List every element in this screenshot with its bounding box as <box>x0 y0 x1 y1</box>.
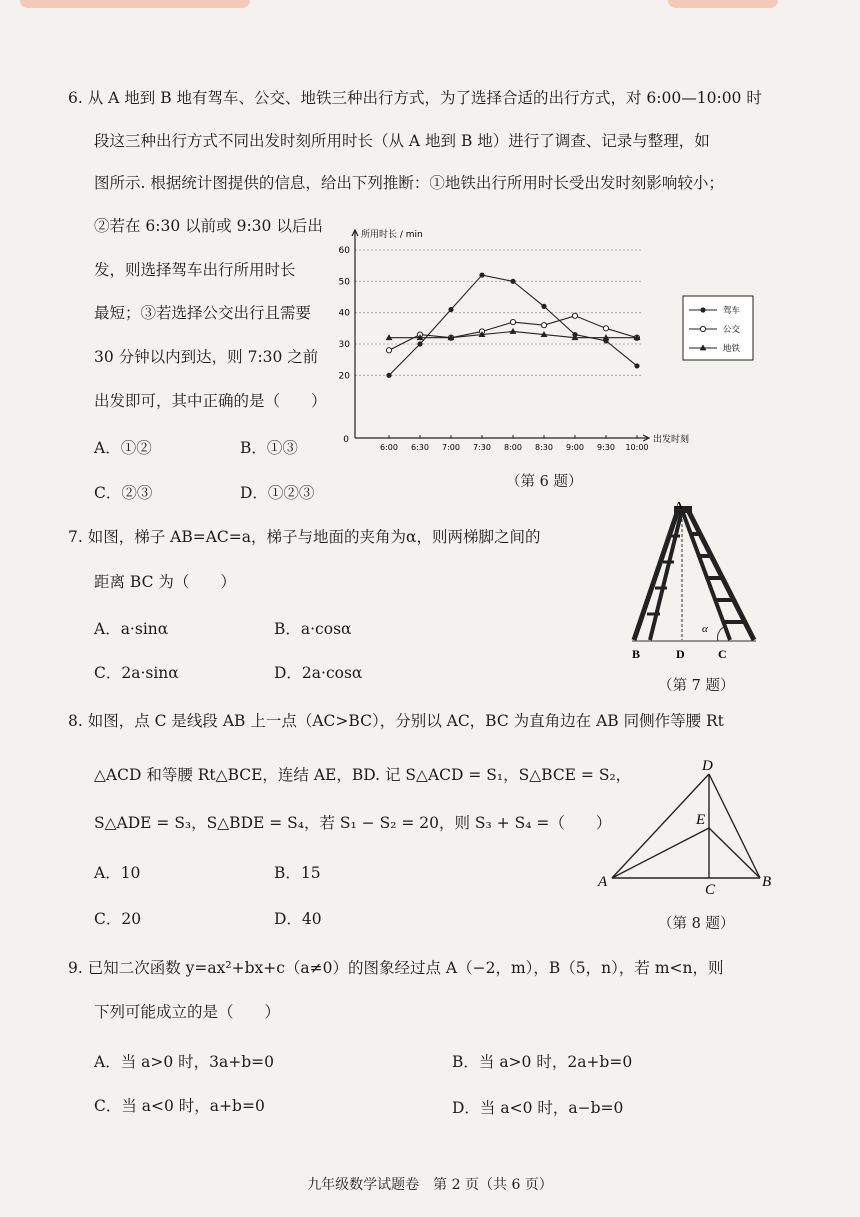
segment-eb <box>709 828 760 878</box>
q6-line-8: 出发即可，其中正确的是（ ） <box>94 392 327 410</box>
triangle-figure <box>592 752 782 902</box>
series-line-0 <box>389 275 637 375</box>
q6-line-6: 最短；③若选择公交出行且需要 <box>94 304 312 322</box>
series-0-point-1 <box>417 341 422 346</box>
point-label-e: E <box>696 812 706 828</box>
q7-line-2: 距离 BC 为（ ） <box>94 573 236 591</box>
x-tick-label-6: 9:00 <box>566 443 584 452</box>
series-0-point-4 <box>510 279 515 284</box>
x-tick-label-7: 9:30 <box>597 443 615 452</box>
x-tick-label-1: 6:30 <box>411 443 429 452</box>
y-tick-label-30: 30 <box>338 340 350 350</box>
q7-option-d: D．2a·cosα <box>274 664 363 682</box>
q8-option-d: D．40 <box>274 910 322 928</box>
point-label-b: B <box>762 874 772 890</box>
legend-box <box>683 296 753 360</box>
segment-db <box>709 774 760 878</box>
series-2-point-0 <box>386 334 393 340</box>
q9-option-b: B．当 a>0 时，2a+b=0 <box>452 1053 633 1071</box>
q6-line-7: 30 分钟以内到达，则 7:30 之前 <box>94 348 319 366</box>
series-1-point-4 <box>510 319 515 324</box>
q8-option-a: A．10 <box>94 864 141 882</box>
series-1-point-5 <box>541 323 546 328</box>
series-0-point-0 <box>386 373 391 378</box>
series-0-point-2 <box>448 307 453 312</box>
q7-option-a: A．a·sinα <box>94 620 169 638</box>
segment-ae <box>612 828 709 878</box>
x-tick-label-4: 8:00 <box>504 443 522 452</box>
ladder-label-alpha: α <box>702 623 708 635</box>
segment-ad <box>612 774 709 878</box>
series-0-point-5 <box>541 304 546 309</box>
q8-option-c: C．20 <box>94 910 142 928</box>
ladder-left-rail <box>634 510 682 640</box>
x-tick-label-3: 7:30 <box>473 443 491 452</box>
point-label-c: C <box>705 882 716 898</box>
q6-line-3: 图所示. 根据统计图提供的信息，给出下列推断：①地铁出行所用时长受出发时刻影响较小； <box>94 174 724 192</box>
q8-line-2: △ACD 和等腰 Rt△BCE，连结 AE，BD. 记 S△ACD = S₁，S△BCE = S₂， <box>94 766 632 784</box>
ladder-label-a: A <box>675 500 683 512</box>
series-1-point-6 <box>572 313 577 318</box>
legend-marker-1 <box>700 326 705 331</box>
q9-line-2: 下列可能成立的是（ ） <box>94 1003 281 1021</box>
q6-option-b: B．①③ <box>240 439 298 457</box>
point-label-a: A <box>598 874 608 890</box>
y-tick-label-60: 60 <box>338 246 350 256</box>
series-1-point-7 <box>603 326 608 331</box>
q8-line-1: 8. 如图，点 C 是线段 AB 上一点（AC>BC），分别以 AC，BC 为直角边在 AB 同侧作等腰 Rt <box>68 712 724 730</box>
legend-label-2: 地铁 <box>723 344 741 354</box>
ladder-figure <box>620 498 770 668</box>
x-tick-label-5: 8:30 <box>535 443 553 452</box>
origin-label: 0 <box>343 435 349 445</box>
angle-alpha-arc <box>718 627 724 641</box>
q6-figure-caption: （第 6 题） <box>506 474 583 490</box>
q8-line-3: S△ADE = S₃，S△BDE = S₄，若 S₁ − S₂ = 20，则 S₃ + S₄ =（ ） <box>94 814 612 832</box>
q9-line-1: 9. 已知二次函数 y=ax²+bx+c（a≠0）的图象经过点 A（−2，m），B（5，n），若 m<n，则 <box>68 959 724 977</box>
ladder-label-b: B <box>632 647 641 661</box>
q7-option-c: C．2a·sinα <box>94 664 179 682</box>
q6-option-d: D．①②③ <box>240 484 315 502</box>
ladder-label-c: C <box>718 647 727 661</box>
q6-option-c: C．②③ <box>94 484 153 502</box>
q6-line-2: 段这三种出行方式不同出发时刻所用时长（从 A 地到 B 地）进行了调查、记录与整理，如 <box>94 132 710 150</box>
series-1-point-0 <box>386 348 391 353</box>
q8-figure-caption: （第 8 题） <box>658 916 735 932</box>
travel-time-line-chart <box>335 218 755 458</box>
ladder-label-d: D <box>676 647 685 661</box>
series-2-point-7 <box>603 334 610 340</box>
y-tick-label-20: 20 <box>338 371 350 382</box>
legend-marker-0 <box>700 307 705 312</box>
q6-line-4: ②若在 6:30 以前或 9:30 以后出 <box>94 217 323 235</box>
y-tick-label-40: 40 <box>338 308 350 319</box>
q9-option-d: D．当 a<0 时，a−b=0 <box>452 1099 624 1117</box>
q6-line-5: 发，则选择驾车出行所用时长 <box>94 261 296 279</box>
x-tick-label-0: 6:00 <box>380 443 398 452</box>
q9-option-a: A．当 a>0 时，3a+b=0 <box>94 1053 274 1071</box>
legend-label-1: 公交 <box>723 325 741 335</box>
page-top-tint-right <box>668 0 778 8</box>
q6-line-1: 6. 从 A 地到 B 地有驾车、公交、地铁三种出行方式，为了选择合适的出行方式，对 6:00—10:00 时 <box>68 89 762 107</box>
x-tick-label-8: 10:00 <box>625 443 649 452</box>
series-2-point-4 <box>510 328 517 334</box>
x-tick-label-2: 7:00 <box>442 443 460 452</box>
series-0-point-3 <box>479 272 484 277</box>
series-0-point-8 <box>634 363 639 368</box>
q7-option-b: B．a·cosα <box>274 620 352 638</box>
q9-option-c: C．当 a<0 时，a+b=0 <box>94 1097 265 1115</box>
page-footer: 九年级数学试题卷 第 2 页（共 6 页） <box>307 1177 553 1193</box>
point-label-d: D <box>702 758 713 774</box>
q8-option-b: B．15 <box>274 864 321 882</box>
y-tick-label-50: 50 <box>338 277 350 288</box>
y-axis-title: 所用时长 / min <box>361 230 423 240</box>
q7-figure-caption: （第 7 题） <box>658 678 735 694</box>
legend-label-0: 驾车 <box>723 306 741 316</box>
x-axis-title: 出发时刻 <box>653 435 690 445</box>
page-top-tint <box>20 0 250 8</box>
q6-option-a: A．①② <box>94 439 152 457</box>
q7-line-1: 7. 如图，梯子 AB=AC=a，梯子与地面的夹角为α，则两梯脚之间的 <box>68 528 541 546</box>
